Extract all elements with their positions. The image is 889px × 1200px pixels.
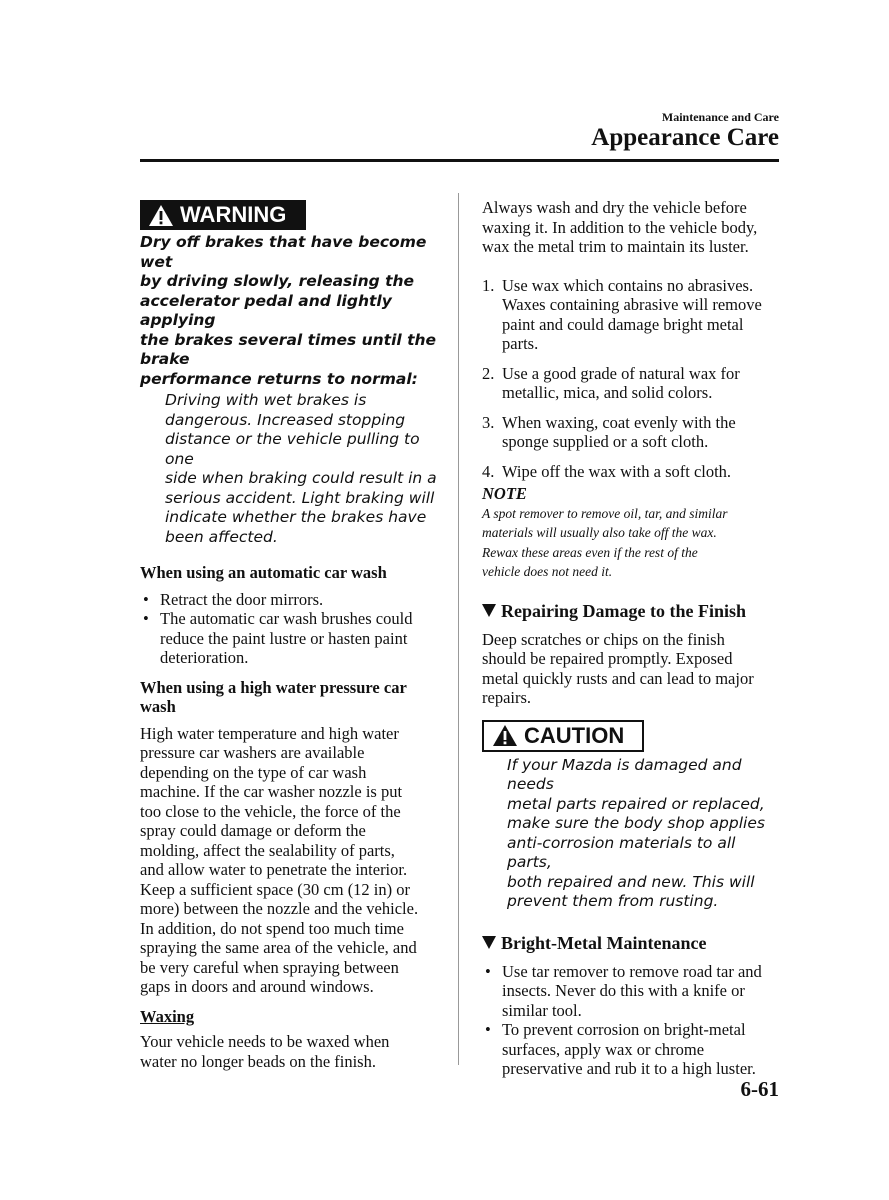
bright-metal-heading bbox=[482, 932, 782, 954]
caution-line: make sure the body shop applies bbox=[507, 814, 765, 832]
list-item-line: • To prevent corrosion on bright-metal bbox=[502, 1020, 746, 1039]
repair-body bbox=[482, 630, 782, 708]
high-pressure-heading bbox=[140, 678, 440, 717]
warning-body-line: been affected. bbox=[165, 527, 278, 546]
list-item-line: insects. Never do this with a knife or bbox=[502, 981, 745, 1000]
list-item bbox=[140, 590, 440, 610]
page-header bbox=[591, 110, 779, 151]
list-item-line: Use wax which contains no abrasives. bbox=[502, 275, 754, 295]
warning-lead-line: performance returns to normal: bbox=[140, 369, 418, 388]
right-column bbox=[482, 198, 782, 1079]
warning-lead bbox=[140, 233, 440, 389]
list-item-line: • The automatic car wash brushes could bbox=[160, 609, 413, 628]
body-line: and allow water to penetrate the interior. bbox=[140, 860, 408, 879]
note-line: Rewax these areas even if the rest of the bbox=[482, 544, 698, 560]
list-item-line: • Use tar remover to remove road tar and bbox=[502, 961, 762, 981]
caution-line: prevent them from rusting. bbox=[507, 892, 719, 910]
repair-heading-text: Repairing Damage to the Finish bbox=[501, 600, 746, 621]
step-number: 4. bbox=[482, 461, 495, 481]
body-line: spray could damage or deform the bbox=[140, 821, 366, 840]
body-line: more) between the nozzle and the vehicle. bbox=[140, 899, 419, 918]
list-item bbox=[482, 1020, 782, 1079]
list-item bbox=[482, 462, 782, 482]
body-line: Your vehicle needs to be waxed when bbox=[140, 1032, 390, 1051]
list-item bbox=[482, 276, 782, 354]
body-line: metal quickly rusts and can lead to major bbox=[482, 668, 754, 688]
list-item-line: paint and could damage bright metal bbox=[502, 314, 744, 334]
note-line: materials will usually also take off the wax. bbox=[482, 525, 717, 540]
auto-wash-heading: When using an automatic car wash bbox=[140, 563, 387, 582]
waxing-heading: Waxing bbox=[140, 1006, 195, 1026]
note-line: A spot remover to remove oil, tar, and similar bbox=[482, 505, 728, 521]
warning-body-line: serious accident. Light braking will bbox=[165, 488, 435, 507]
list-item-line: metallic, mica, and solid colors. bbox=[502, 383, 713, 402]
warning-body-line: distance or the vehicle pulling to one bbox=[165, 430, 420, 468]
body-line: gaps in doors and around windows. bbox=[140, 977, 374, 996]
list-item-line: Waxes containing abrasive will remove bbox=[502, 295, 762, 314]
body-line: waxing it. In addition to the vehicle body, bbox=[482, 217, 758, 237]
list-item bbox=[482, 364, 782, 403]
auto-wash-list bbox=[140, 590, 440, 668]
waxing-steps bbox=[482, 276, 782, 482]
body-line: repairs. bbox=[482, 688, 532, 707]
body-line: should be repaired promptly. Exposed bbox=[482, 649, 733, 668]
body-line: machine. If the car washer nozzle is put bbox=[140, 782, 403, 801]
note-line: vehicle does not need it. bbox=[482, 564, 613, 579]
bright-metal-list bbox=[482, 962, 782, 1079]
header-rule bbox=[140, 159, 779, 162]
step-number: 2. bbox=[482, 363, 495, 383]
note-body bbox=[482, 504, 782, 582]
warning-body-line: dangerous. Increased stopping bbox=[165, 410, 406, 429]
warning-lead-line: the brakes several times until the brake bbox=[140, 330, 437, 368]
body-line: Always wash and dry the vehicle before bbox=[482, 198, 747, 217]
warning-icon bbox=[492, 724, 518, 747]
warning-body bbox=[140, 391, 440, 547]
caution-banner bbox=[482, 720, 644, 752]
step-number: 3. bbox=[482, 412, 495, 432]
left-column bbox=[140, 200, 440, 1071]
warning-body-line: Driving with wet brakes is bbox=[165, 391, 367, 409]
waxing-intro bbox=[482, 198, 782, 257]
triangle-down-icon bbox=[482, 936, 496, 949]
list-item bbox=[482, 962, 782, 1021]
warning-icon bbox=[148, 204, 174, 227]
body-line: wax the metal trim to maintain its luster. bbox=[482, 237, 749, 256]
repair-heading bbox=[482, 600, 782, 622]
page-number: 6-61 bbox=[740, 1077, 779, 1101]
heading-line: wash bbox=[140, 697, 176, 716]
list-item-line: similar tool. bbox=[502, 1000, 582, 1020]
body-line: High water temperature and high water bbox=[140, 723, 399, 743]
list-item-line: sponge supplied or a soft cloth. bbox=[502, 432, 709, 451]
body-line: spraying the same area of the vehicle, and bbox=[140, 938, 417, 957]
body-line: water no longer beads on the finish. bbox=[140, 1051, 376, 1071]
note-title: NOTE bbox=[482, 484, 527, 503]
body-line: too close to the vehicle, the force of the bbox=[140, 801, 401, 821]
body-line: In addition, do not spend too much time bbox=[140, 918, 404, 938]
heading-line: When using a high water pressure car bbox=[140, 677, 407, 697]
caution-line: anti-corrosion materials to all parts, bbox=[507, 833, 736, 871]
warning-body-line: indicate whether the brakes have bbox=[165, 508, 427, 526]
list-item-line: Use a good grade of natural wax for bbox=[502, 363, 740, 383]
list-item-line: parts. bbox=[502, 334, 539, 353]
list-item-line: reduce the paint lustre or hasten paint bbox=[160, 628, 408, 648]
body-line: molding, affect the sealability of parts, bbox=[140, 840, 395, 860]
list-item bbox=[140, 609, 440, 668]
column-divider bbox=[458, 193, 459, 1065]
section-name: Maintenance and Care bbox=[661, 110, 779, 124]
high-pressure-body bbox=[140, 724, 440, 997]
warning-lead-line: Dry off brakes that have become wet bbox=[140, 233, 427, 271]
step-number: 1. bbox=[482, 275, 495, 295]
list-item-line: preservative and rub it to a high luster. bbox=[502, 1059, 756, 1078]
warning-lead-line: accelerator pedal and lightly applying bbox=[140, 291, 392, 329]
caution-body bbox=[482, 756, 782, 912]
caution-line: metal parts repaired or replaced, bbox=[507, 794, 765, 813]
body-line: pressure car washers are available bbox=[140, 743, 365, 762]
list-item-line: deterioration. bbox=[160, 648, 249, 667]
body-line: Deep scratches or chips on the finish bbox=[482, 629, 725, 649]
bright-metal-heading-text: Bright-Metal Maintenance bbox=[501, 932, 707, 953]
caution-label: CAUTION bbox=[524, 722, 625, 748]
warning-lead-line: by driving slowly, releasing the bbox=[140, 272, 415, 290]
list-item-line: • Retract the door mirrors. bbox=[160, 589, 324, 609]
body-line: Keep a sufficient space (30 cm (12 in) or bbox=[140, 879, 411, 899]
warning-banner bbox=[140, 200, 306, 230]
list-item-line: When waxing, coat evenly with the bbox=[502, 412, 736, 432]
warning-label: WARNING bbox=[180, 202, 287, 228]
caution-line: both repaired and new. This will bbox=[507, 872, 755, 891]
body-line: be very careful when spraying between bbox=[140, 957, 399, 977]
waxing-body bbox=[140, 1032, 440, 1071]
triangle-down-icon bbox=[482, 604, 496, 617]
list-item-line: surfaces, apply wax or chrome bbox=[502, 1039, 705, 1059]
body-line: depending on the type of car wash bbox=[140, 762, 367, 782]
list-item bbox=[482, 413, 782, 452]
warning-body-line: side when braking could result in a bbox=[165, 469, 437, 487]
list-item-line: Wipe off the wax with a soft cloth. bbox=[502, 461, 732, 481]
page-title: Appearance Care bbox=[591, 124, 779, 151]
caution-line: If your Mazda is damaged and needs bbox=[507, 755, 742, 793]
